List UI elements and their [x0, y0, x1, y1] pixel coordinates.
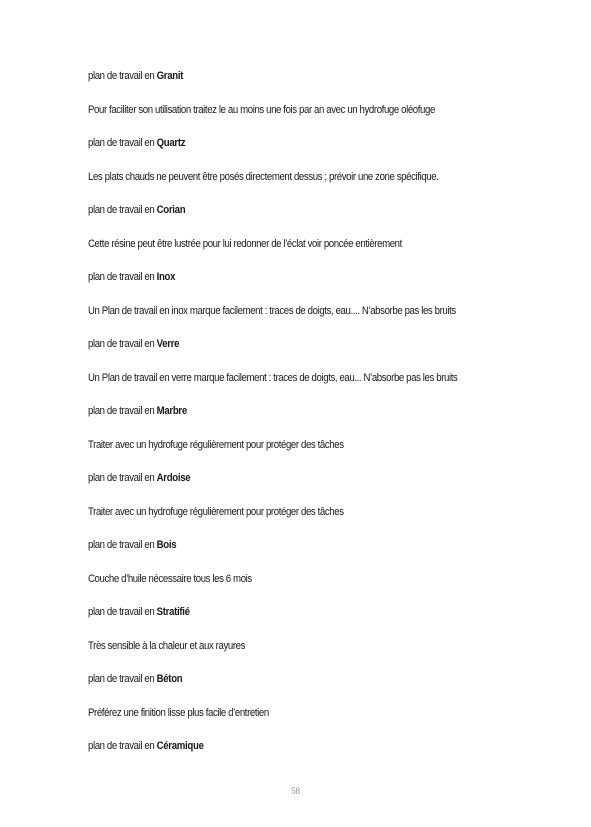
material-name: Ardoise	[156, 472, 191, 484]
heading-prefix: plan de travail en	[88, 673, 155, 685]
material-care-note: Les plats chauds ne peuvent être posés directement dessus ; prévoir une zone spécifique.	[88, 170, 439, 183]
material-entry-bois	[88, 535, 558, 602]
material-entry-beton	[88, 669, 558, 736]
material-heading	[88, 669, 492, 703]
material-entry-verre	[88, 334, 558, 401]
material-name: Béton	[156, 673, 183, 685]
material-heading	[88, 267, 492, 301]
material-heading	[88, 200, 492, 234]
material-heading	[88, 133, 492, 167]
material-entry-ceramique	[88, 736, 558, 770]
material-heading	[88, 401, 492, 435]
heading-prefix: plan de travail en	[88, 472, 155, 484]
heading-prefix: plan de travail en	[88, 405, 155, 417]
material-care-note: Préférez une finition lisse plus facile d’entretien	[88, 706, 269, 719]
heading-prefix: plan de travail en	[88, 338, 155, 350]
material-entry-quartz	[88, 133, 558, 200]
material-care-note: Pour faciliter son utilisation traitez le au moins une fois par an avec un hydrofuge oléofuge	[88, 103, 435, 116]
material-heading	[88, 535, 492, 569]
material-care-note: Un Plan de travail en verre marque facilement : traces de doigts, eau... N’absorbe pas les bruits	[88, 371, 458, 384]
material-entry-ardoise	[88, 468, 558, 535]
material-entry-granit	[88, 66, 558, 133]
heading-prefix: plan de travail en	[88, 606, 155, 618]
material-name: Bois	[156, 539, 177, 551]
heading-prefix: plan de travail en	[88, 137, 155, 149]
heading-prefix: plan de travail en	[88, 740, 155, 752]
heading-prefix: plan de travail en	[88, 204, 155, 216]
material-heading	[88, 602, 492, 636]
heading-prefix: plan de travail en	[88, 70, 155, 82]
material-name: Stratifié	[156, 606, 190, 618]
material-name: Quartz	[156, 137, 186, 149]
material-care-note: Traiter avec un hydrofuge régulièrement pour protéger des tâches	[88, 505, 344, 518]
material-name: Marbre	[156, 405, 187, 417]
heading-prefix: plan de travail en	[88, 271, 155, 283]
heading-prefix: plan de travail en	[88, 539, 155, 551]
material-name: Corian	[156, 204, 186, 216]
material-heading	[88, 66, 492, 100]
material-heading	[88, 468, 492, 502]
material-care-note: Très sensible à la chaleur et aux rayures	[88, 639, 246, 652]
material-care-note: Cette résine peut être lustrée pour lui redonner de l’éclat voir poncée entièrement	[88, 237, 402, 250]
material-heading	[88, 736, 492, 770]
material-heading	[88, 334, 492, 368]
page-number: 58	[291, 786, 300, 796]
material-care-note: Couche d’huile nécessaire tous les 6 mois	[88, 572, 252, 585]
material-name: Granit	[156, 70, 184, 82]
material-name: Céramique	[156, 740, 204, 752]
material-care-note: Un Plan de travail en inox marque facilement : traces de doigts, eau.... N’absorbe pas les bruits	[88, 304, 456, 317]
material-entry-stratifie	[88, 602, 558, 669]
material-entry-inox	[88, 267, 558, 334]
material-entry-corian	[88, 200, 558, 267]
material-care-note: Traiter avec un hydrofuge régulièrement pour protéger des tâches	[88, 438, 344, 451]
worktop-material-list	[88, 66, 558, 770]
material-name: Verre	[156, 338, 180, 350]
material-name: Inox	[156, 271, 176, 283]
material-entry-marbre	[88, 401, 558, 468]
